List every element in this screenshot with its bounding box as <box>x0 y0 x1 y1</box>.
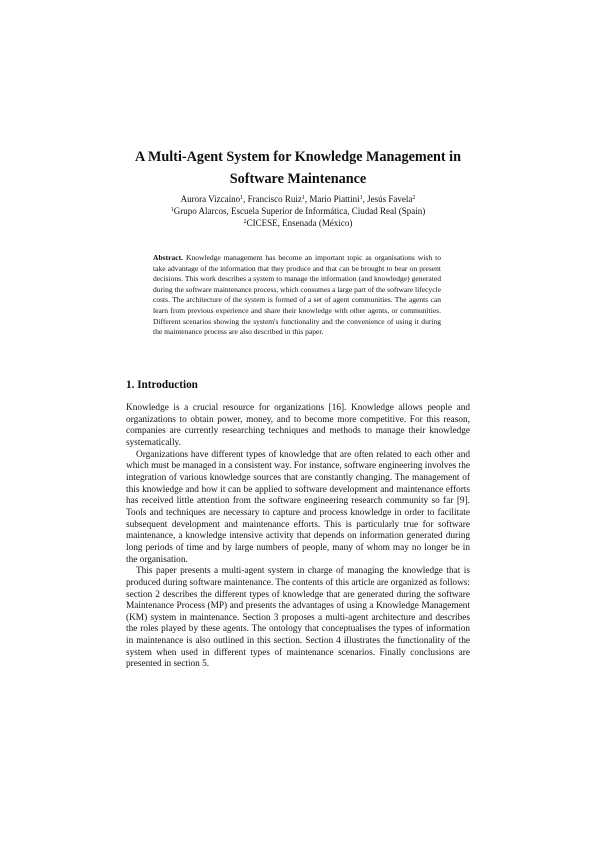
paragraph: Organizations have different types of knowledge that are often related to each other and which must be managed in a consistent way. For instance, software engineering involves the integration of various knowledge sources that are constantly changing. The management of this knowledge and how it can be applied to software development and maintenance efforts has received little attention from the software engineering research community so far [9]. Tools and techniques are necessary to capture and process knowledge in order to facilitate subsequent development and maintenance efforts. This is particularly true for software maintenance, a knowledge intensive activity that depends on information generated during long periods of time and by large numbers of people, many of whom may no longer be in the organisation. <box>126 449 470 565</box>
paper-title-line-2: Software Maintenance <box>229 171 367 187</box>
affiliation-2 <box>0 218 596 229</box>
author-affiliation-mark: 1 <box>359 195 363 201</box>
paragraph: Knowledge is a crucial resource for organizations [16]. Knowledge allows people and organizations to obtain power, money, and to become more competitive. For this reason, companies are currently researching techniques and methods to manage their knowledge systematically. <box>126 403 470 448</box>
affiliation-text: Grupo Alarcos, Escuela Superior de Informática, Ciudad Real (Spain) <box>173 206 426 216</box>
paragraph: This paper presents a multi-agent system in charge of managing the knowledge that is produced during software maintenance. The contents of this article are organized as follows: section 2 describes the different types of knowledge that are generated during the software Maintenance Process (MP) and presents the advantages of using a Knowledge Management (KM) system in maintenance. Section 3 proposes a multi-agent architecture and describes the roles played by these agents. The ontology that conceptualises the types of information in maintenance is also outlined in this section. Section 4 illustrates the functionality of the system when used in different types of maintenance scenarios. Finally conclusions are presented in section 5. <box>126 566 470 670</box>
paper-title-line-1: A Multi-Agent System for Knowledge Management in <box>134 149 462 165</box>
author-name: , Mario Piattini <box>304 194 360 204</box>
abstract-label: Abstract. <box>153 253 183 262</box>
author-affiliation-mark: 2 <box>412 195 416 201</box>
introduction-body <box>126 403 470 671</box>
affiliation-mark: 1 <box>170 207 174 213</box>
author-affiliation-mark: 1 <box>240 195 244 201</box>
affiliation-1 <box>0 206 596 217</box>
author-name: , Francisco Ruiz <box>243 194 302 204</box>
author-name: , Jesús Favela <box>362 194 413 204</box>
section-heading: 1. Introduction <box>126 379 198 391</box>
author-name: Aurora Vizcaíno <box>180 194 241 204</box>
affiliation-mark: 2 <box>243 219 247 225</box>
abstract <box>153 253 441 338</box>
abstract-text: Knowledge management has become an important topic as organisations wish to take advantage of the information that they produce and that can be brought to bear on present decisions. This work describes a system to manage the information (and knowledge) generated during the software maintenance process, which consumes a large part of the software lifecycle costs. The architecture of the system is formed of a set of agent communities. The agents can learn from previous experience and share their knowledge with other agents, or communities. Different scenarios showing the system's functionality and the convenience of using it during the maintenance process are also described in this paper. <box>153 253 441 337</box>
author-affiliation-mark: 1 <box>301 195 305 201</box>
affiliation-text: CICESE, Ensenada (México) <box>246 218 353 228</box>
author-list <box>0 194 596 205</box>
